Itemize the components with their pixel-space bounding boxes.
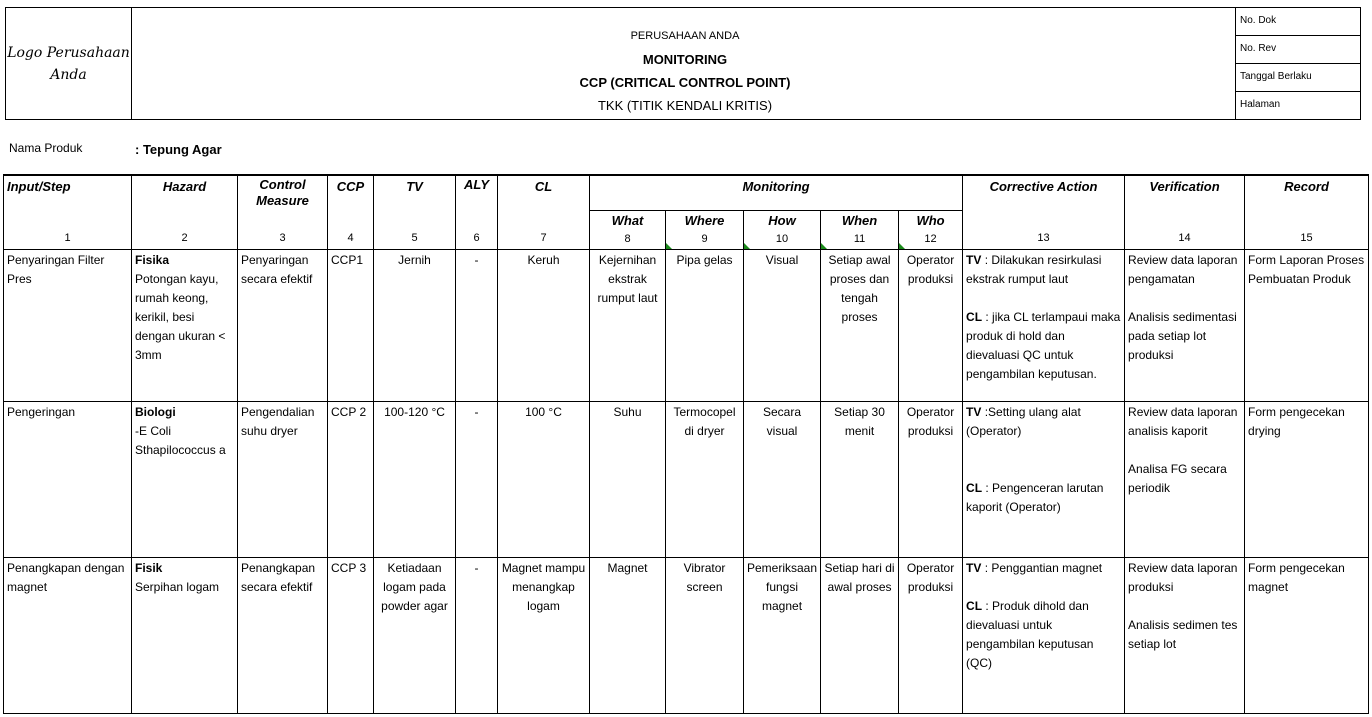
col-corrective-action: Corrective Action	[963, 175, 1125, 210]
col-how	[744, 210, 821, 249]
cell-verification: Review data laporan analisis kaporit Analisa FG secara periodik	[1125, 401, 1245, 557]
product-label: Nama Produk	[9, 141, 83, 155]
cell-ccp: CCP1	[328, 249, 374, 401]
ccp-monitoring-table	[3, 174, 1369, 714]
hazard-type: Fisika	[135, 252, 170, 267]
cell-control: Penyaringan secara efektif	[238, 249, 328, 401]
col-what	[590, 210, 666, 249]
page-number: Halaman	[1240, 99, 1281, 110]
cell-tv: 100-120 °C	[374, 401, 456, 557]
col-number: 1	[4, 210, 132, 249]
cell-hazard	[132, 249, 238, 401]
cell-step: Penyaringan Filter Pres	[4, 249, 132, 401]
col-where-label: Where	[684, 212, 725, 228]
cell-how: Pemeriksaan fungsi magnet	[744, 557, 821, 713]
cell-where: Vibrator screen	[666, 557, 744, 713]
cell-hazard	[132, 557, 238, 713]
col-how-label: How	[768, 212, 796, 228]
col-number: 2	[132, 210, 238, 249]
cell-corrective-action	[963, 401, 1125, 557]
table-row	[4, 249, 1369, 401]
col-when	[821, 210, 899, 249]
col-hazard: Hazard	[132, 175, 238, 210]
col-number: 4	[328, 210, 374, 249]
col-number: 12	[924, 232, 937, 245]
revision-number: No. Rev	[1236, 36, 1360, 64]
ca-cl: CL : jika CL terlampaui maka produk di hold dan dievaluasi QC untuk pengambilan keputusan.	[966, 309, 1121, 381]
col-number: 6	[456, 210, 498, 249]
col-cl: CL	[498, 175, 590, 210]
col-number: 11	[853, 232, 866, 245]
cell-when: Setiap hari di awal proses	[821, 557, 899, 713]
table-row	[4, 557, 1369, 713]
ca-cl: CL : Pengenceran larutan kaporit (Operator)	[966, 480, 1104, 514]
cell-who: Operator produksi	[899, 401, 963, 557]
cell-who: Operator produksi	[899, 557, 963, 713]
cell-how: Visual	[744, 249, 821, 401]
col-number: 5	[374, 210, 456, 249]
document-header	[5, 7, 1361, 120]
hazard-desc: Serpihan logam	[135, 579, 220, 594]
ca-tv: TV :Setting ulang alat (Operator)	[966, 404, 1081, 438]
cell-what: Suhu	[590, 401, 666, 557]
hazard-type: Fisik	[135, 560, 163, 575]
col-number: 9	[701, 232, 708, 245]
col-monitoring: Monitoring	[590, 175, 963, 210]
cell-cl: 100 °C	[498, 401, 590, 557]
col-number: 15	[1245, 210, 1369, 249]
ca-tv: TV : Penggantian magnet	[966, 560, 1103, 575]
cell-record: Form Laporan Proses Pembuatan Produk	[1245, 249, 1369, 401]
title-ccp: CCP (CRITICAL CONTROL POINT)	[579, 75, 791, 90]
title-monitoring: MONITORING	[642, 52, 728, 67]
cell-ccp: CCP 2	[328, 401, 374, 557]
col-tv: TV	[374, 175, 456, 210]
cell-cl: Keruh	[498, 249, 590, 401]
cell-step: Pengeringan	[4, 401, 132, 557]
logo-text: Logo Perusahaan Anda	[7, 44, 130, 83]
cell-corrective-action	[963, 249, 1125, 401]
cell-step: Penangkapan dengan magnet	[4, 557, 132, 713]
col-ccp: CCP	[328, 175, 374, 210]
cell-what: Magnet	[590, 557, 666, 713]
cell-record: Form pengecekan drying	[1245, 401, 1369, 557]
hazard-type: Biologi	[135, 404, 176, 419]
ca-tv: TV : Dilakukan resirkulasi ekstrak rumput laut	[966, 252, 1102, 286]
cell-aly: -	[456, 401, 498, 557]
col-number: 3	[238, 210, 328, 249]
col-number: 8	[624, 232, 631, 245]
hazard-desc: Potongan kayu, rumah keong, kerikil, besi dengan ukuran < 3mm	[135, 271, 226, 362]
cell-what: Kejernihan ekstrak rumput laut	[590, 249, 666, 401]
cell-aly: -	[456, 557, 498, 713]
product-value: : Tepung Agar	[135, 142, 222, 157]
logo	[6, 8, 132, 119]
col-number: 14	[1125, 210, 1245, 249]
document-info	[1235, 8, 1360, 119]
cell-when: Setiap 30 menit	[821, 401, 899, 557]
cell-when: Setiap awal proses dan tengah proses	[821, 249, 899, 401]
ca-cl: CL : Produk dihold dan dievaluasi untuk pengambilan keputusan (QC)	[966, 598, 1094, 670]
col-number: 10	[775, 232, 789, 245]
cell-how: Secara visual	[744, 401, 821, 557]
cell-cl: Magnet mampu menangkap logam	[498, 557, 590, 713]
cell-aly: -	[456, 249, 498, 401]
col-verification: Verification	[1125, 175, 1245, 210]
cell-control: Pengendalian suhu dryer	[238, 401, 328, 557]
col-input-step: Input/Step	[4, 175, 132, 210]
cell-corrective-action	[963, 557, 1125, 713]
cell-tv: Ketiadaan logam pada powder agar	[374, 557, 456, 713]
col-what-label: What	[611, 212, 644, 228]
cell-verification: Review data laporan produksi Analisis sedimen tes setiap lot	[1125, 557, 1245, 713]
table-row	[4, 401, 1369, 557]
cell-who: Operator produksi	[899, 249, 963, 401]
doc-number: No. Dok	[1236, 8, 1360, 36]
cell-where: Pipa gelas	[666, 249, 744, 401]
title-block	[132, 8, 1238, 119]
cell-hazard	[132, 401, 238, 557]
title-tkk: TKK (TITIK KENDALI KRITIS)	[597, 98, 773, 113]
cell-record: Form pengecekan magnet	[1245, 557, 1369, 713]
col-who-label: Who	[916, 212, 945, 228]
hazard-desc: -E Coli Sthapilococcus a	[135, 423, 226, 457]
col-control-measure: Control Measure	[238, 175, 328, 210]
effective-date: Tanggal Berlaku	[1236, 64, 1360, 92]
company-name: PERUSAHAAN ANDA	[630, 30, 740, 42]
cell-ccp: CCP 3	[328, 557, 374, 713]
cell-where: Termocopel di dryer	[666, 401, 744, 557]
col-number: 7	[498, 210, 590, 249]
col-when-label: When	[841, 212, 878, 228]
cell-verification: Review data laporan pengamatan Analisis sedimentasi pada setiap lot produksi	[1125, 249, 1245, 401]
col-where	[666, 210, 744, 249]
cell-tv: Jernih	[374, 249, 456, 401]
col-number: 13	[963, 210, 1125, 249]
col-who	[899, 210, 963, 249]
col-record: Record	[1245, 175, 1369, 210]
cell-control: Penangkapan secara efektif	[238, 557, 328, 713]
col-aly: ALY	[456, 175, 498, 210]
